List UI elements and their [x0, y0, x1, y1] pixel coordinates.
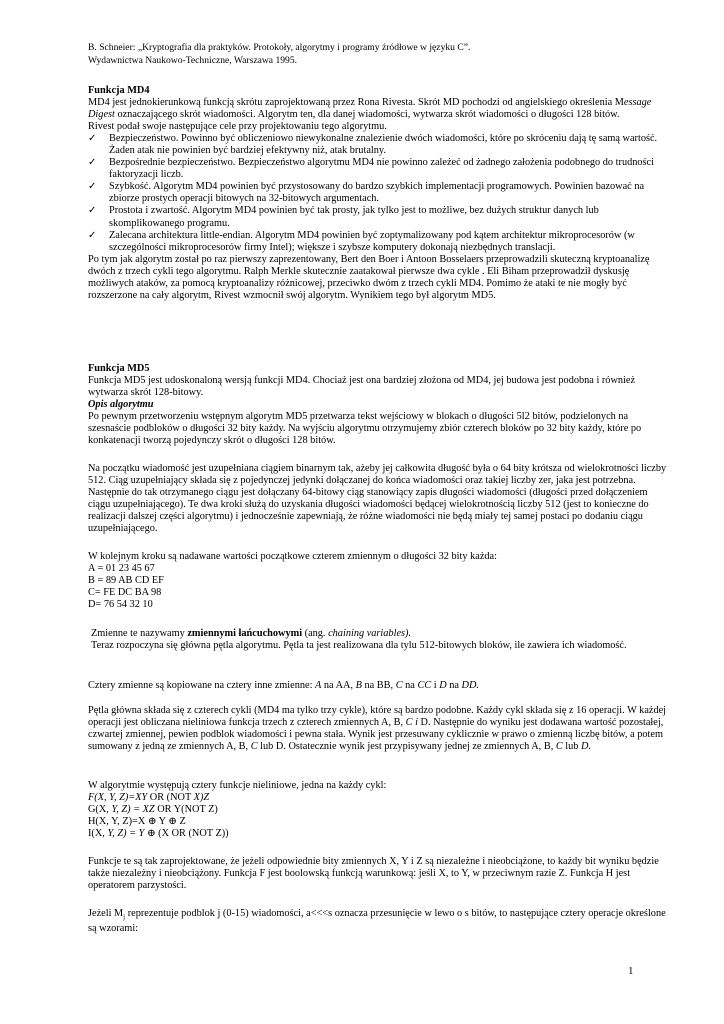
p5-DD: DD.	[461, 680, 479, 691]
md5-padding-text: Na początku wiadomość jest uzupełniana ciągiem binarnym tak, ażeby jej całkowita długość była o 64 bity krótsza od wielokrotności liczby 512. Ciąg uzupełniający składa się z pojedynczej jedynki dołączanej do końca wiadomości oraz takiej liczby zer, jaka jest potrzebna. Następnie do tak otrzymanego ciągu jest dołączany 64-bitowy ciąg stanowiący zapis długości wiadomości (długości przed dołączeniem ciągu uzupełniającego). Te dwa kroki służą do uzyskania długości wiadomości będącej wielokrotnością liczby 512 (jest to konieczne do realizacji dalszej części algorytmu) i jednocześnie zapewniają, że różne wiadomości nie będą miały tej samej postaci po dodaniu ciągu uzupełniającego.	[88, 463, 667, 535]
check-icon: ✓	[88, 229, 97, 241]
p5-a: Cztery zmienne są kopiowane na cztery inne zmienne:	[88, 680, 316, 691]
md5-subtitle: Opis algorytmu	[88, 399, 154, 411]
f-2c: OR Y(NOT Z)	[154, 804, 218, 816]
md4-intro-em: essage Digest	[88, 97, 652, 121]
md5-paragraph-9	[88, 908, 668, 935]
function-h: H(X, Y, Z)=X ⊕ Y ⊕ Z	[88, 816, 186, 828]
p4-c: (ang.	[302, 628, 329, 639]
p5-B: B	[355, 680, 362, 691]
md5-paragraph-6	[88, 705, 668, 753]
f-4b: Y, Z) = Y	[107, 828, 145, 840]
f-4c: ⊕ (X OR (NOT Z))	[144, 828, 229, 840]
md5-section-intro	[88, 363, 668, 447]
list-item	[88, 133, 668, 157]
f-4a: I(X,	[88, 828, 108, 840]
functions-description: Funkcje te są tak zaprojektowane, że jeżeli odpowiednie bity zmiennych X, Y i Z są niezależne i nieobciążone, to każdy bit wyniku będzie także niezależny i nieobciążony. Funkcja F jest boolowską funkcją warunkową: jeśli X, to Y, w przeciwnym razie Z. Funkcja H jest operatorem parzystości.	[88, 856, 659, 892]
md4-goals-list	[88, 133, 668, 253]
check-icon: ✓	[88, 181, 97, 193]
f-2a: G(X,	[88, 804, 112, 816]
var-a: A = 01 23 45 67	[88, 563, 155, 575]
goal-text: Bezpieczeństwo. Powinno być obliczeniowo niewykonalne znalezienie dwóch wiadomości, które po skróceniu dają tę samą wartość. Żaden atak nie powinien być bardziej efektywny niż, atak brutalny.	[109, 133, 658, 157]
md5-initial-values	[88, 551, 668, 611]
p5-D: D	[439, 680, 447, 691]
function-i	[88, 828, 668, 840]
f-1: F(X, Y, Z)=XY	[88, 792, 148, 804]
main-loop-description	[88, 705, 668, 753]
p5-b: na AA,	[321, 680, 356, 691]
check-icon: ✓	[88, 133, 97, 145]
copy-variables-text	[88, 680, 668, 692]
md5-functions	[88, 780, 668, 840]
p6-h: D.	[581, 741, 592, 753]
md5-paragraph-4	[88, 628, 671, 652]
p9-b: reprezentuje podblok j (0-15) wiadomości, a<<<s oznacza przesunięcie w lewo o s bitów, to następujące cztery operacje określone są wzorami:	[88, 908, 666, 935]
md5-intro: Funkcja MD5 jest udoskonaloną wersją funkcji MD4. Chociaż jest ona bardziej złożona od MD4, jej budowa jest podobna i również wytwarza skrót 128-bitowy.	[88, 375, 636, 399]
chaining-variables-text	[91, 628, 671, 640]
p6-e: lub D. Ostatecznie wynik jest przypisywany jednej ze zmiennych A, B,	[257, 741, 556, 753]
function-f	[88, 792, 668, 804]
md4-history: Po tym jak algorytm został po raz pierwszy zaprezentowany, Bert den Boer i Antoon Bosselaers przeprowadzili skuteczną kryptoanalizę dwóch z trzech cykli tego algorytmu. Ralph Merkle skutecznie zaatakował pierwsze dwa cykle . Eli Biham przeprowadził dyskusję możliwych ataków, za pomocą kryptoanalizy różnicowej, przeciwko dwóm z trzech cykli MD4. Pomimo że ataki te nie mogły być rozszerzone na cały algorytm, Rivest wzmocnił swój algorytm. Wynikiem tego był algorytm MD5.	[88, 253, 650, 301]
goal-text: Prostota i zwartość. Algorytm MD4 powinien być tak prosty, jak tylko jest to możliwe, bez dużych struktur danych lub skomplikowanego programu.	[109, 205, 599, 229]
list-item	[88, 230, 668, 254]
operations-intro	[88, 908, 668, 935]
f-2b: Y, Z) = XZ	[111, 804, 155, 816]
md5-paragraph-1: Po pewnym przetworzeniu wstępnym algorytm MD5 przetwarza tekst wejściowy w blokach o długości 5l2 bitów, podzielonych na szesnaście podbloków o długości 32 bity każdy. Na wyjściu algorytmu otrzymujemy zbiór czterech bloków po 32 bity każdy, które po konkatenacji tworzą pojedynczy skrót o długości 128 bitów.	[88, 411, 642, 447]
var-c: C= FE DC BA 98	[88, 587, 162, 599]
p6-a: Pętla główna składa się z czterech cykli (MD4 ma tylko trzy cykle), które są bardzo podobne. Każdy cykl składa się z 16 operacji. W każdej operacji jest obliczana nieliniowa funkcja trzech z czterech zmiennych A, B,	[88, 705, 667, 729]
var-b: B = 89 AB CD EF	[88, 575, 164, 587]
function-g	[88, 804, 668, 816]
md4-intro-b: oznaczającego skrót wiadomości. Algorytm ten, dla danej wiadomości, wytwarza skrót wiadomości o długości 128 bitów.	[114, 109, 620, 121]
goal-text: Szybkość. Algorytm MD4 powinien być przystosowany do bardzo szybkich implementacji programowych. Powinien bazować na zbiorze prostych operacji bitowych na 32-bitowych argumentach.	[109, 181, 645, 205]
p6-c: D. Następnie do wyniku jest dodawana wartość pozostałej, czwartej zmiennej, pewien podblok wiadomości i pewna stała. Wynik jest przesuwany cyklicznie w prawo o zmienną liczbę bitów, a potem sumowany z jedną ze zmiennych A, B,	[88, 717, 664, 753]
md4-intro-a: MD4 jest jednokierunkową funkcją skrótu zaprojektowaną przez Rona Rivesta. Skrót MD pochodzi od angielskiego określenia M	[88, 97, 624, 109]
md4-intro	[88, 97, 668, 121]
p4-b: zmiennymi łańcuchowymi	[187, 628, 303, 639]
p6-g: lub	[562, 741, 582, 753]
p4-d: chaining variables).	[328, 628, 412, 639]
p6-f: C	[555, 741, 563, 753]
md4-title: Funkcja MD4	[88, 85, 150, 96]
p5-CC: CC	[417, 680, 432, 691]
f-1c: X)Z	[193, 792, 210, 804]
md5-paragraph-5	[88, 680, 668, 692]
md4-section	[88, 85, 668, 302]
goal-text: Zalecana architektura little-endian. Algorytm MD4 powinien być zoptymalizowany pod kątem architektur mikroprocesorów (w szczególności mikroprocesorów firmy Intel); większe i szybsze komputery dokonają niezbędnych translacji.	[109, 229, 635, 253]
p5-C: C	[395, 680, 403, 691]
check-icon: ✓	[88, 205, 97, 217]
md5-paragraph-2	[88, 463, 668, 535]
f-1b: OR (NOT	[147, 792, 194, 804]
p5-d: na	[402, 680, 418, 691]
page-number: 1	[628, 965, 634, 977]
main-loop-text: Teraz rozpoczyna się główna pętla algorytmu. Pętla ta jest realizowana dla tylu 512-bitowych bloków, ile zawiera ich wiadomość.	[91, 640, 627, 652]
p5-c: na BB,	[361, 680, 396, 691]
md5-paragraph-8	[88, 856, 668, 892]
list-item	[88, 205, 668, 229]
header-line-2: Wydawnictwa Naukowo-Techniczne, Warszawa 1995.	[88, 54, 298, 66]
md4-goals-intro: Rivest podał swoje następujące cele przy projektowaniu tego algorytmu.	[88, 121, 387, 133]
md5-paragraph-3: W kolejnym kroku są nadawane wartości początkowe czterem zmiennym o długości 32 bity każda:	[88, 551, 497, 562]
p6-b: C i	[405, 717, 418, 729]
p5-e: i	[431, 680, 440, 691]
goal-text: Bezpośrednie bezpieczeństwo. Bezpieczeństwo algorytmu MD4 nie powinno zależeć od żadnego założenia podobnego do trudności faktoryzacji liczb.	[109, 157, 654, 181]
p5-A: A	[315, 680, 322, 691]
md5-title: Funkcja MD5	[88, 363, 150, 374]
var-d: D= 76 54 32 10	[88, 599, 153, 611]
p4-a: Zmienne te nazywamy	[91, 628, 188, 639]
document-header	[88, 42, 668, 67]
p5-f: na	[446, 680, 462, 691]
p9-sub: j	[123, 913, 126, 922]
check-icon: ✓	[88, 157, 97, 169]
functions-intro: W algorytmie występują cztery funkcje nieliniowe, jedna na każdy cykl:	[88, 780, 387, 791]
p9-a: Jeżeli M	[88, 908, 124, 919]
list-item	[88, 181, 668, 205]
p6-d: C	[250, 741, 258, 753]
list-item	[88, 157, 668, 181]
header-line-1: B. Schneier: „Kryptografia dla praktyków. Protokoły, algorytmy i programy źródłowe w języku C”.	[88, 42, 471, 53]
